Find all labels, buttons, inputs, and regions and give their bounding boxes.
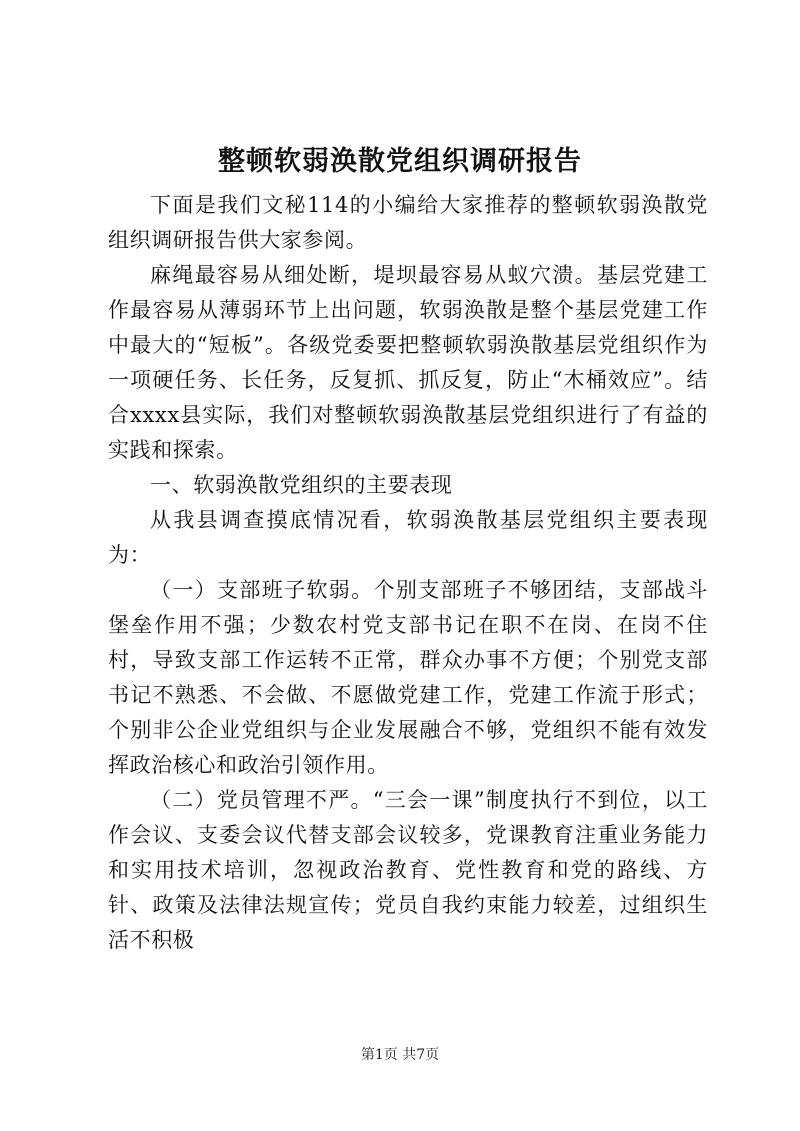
paragraph-point-2: （二）党员管理不严。“三会一课”制度执行不到位，以工作会议、支委会议代替支部会议较多，党课教育注重业务能力和实用技术培训，忽视政治教育、党性教育和党的路线、方针、政策及法律法规宣传；党员自我约束能力较差，过组织生活不积极	[108, 788, 708, 952]
document-title: 整顿软弱涣散党组织调研报告	[218, 146, 582, 177]
paragraph-intro: 下面是我们文秘114的小编给大家推荐的整顿软弱涣散党组织调研报告供大家参阅。	[108, 193, 708, 252]
page-footer: 第1页 共7页	[360, 1047, 440, 1063]
paragraph-point-1: （一）支部班子软弱。个别支部班子不够团结，支部战斗堡垒作用不强；少数农村党支部书记在职不在岗、在岗不住村，导致支部工作运转不正常，群众办事不方便；个别党支部书记不熟悉、不会做、不愿做党建工作，党建工作流于形式；个别非公企业党组织与企业发展融合不够，党组织不能有效发挥政治核心和政治引领作用。	[108, 578, 708, 777]
section-heading: 一、软弱涣散党组织的主要表现	[150, 473, 453, 497]
document-body	[108, 188, 708, 958]
paragraph-survey: 从我县调查摸底情况看，软弱涣散基层党组织主要表现为：	[108, 508, 708, 567]
paragraph-background: 麻绳最容易从细处断，堤坝最容易从蚁穴溃。基层党建工作最容易从薄弱环节上出问题，软弱涣散是整个基层党建工作中最大的“短板”。各级党委要把整顿软弱涣散基层党组织作为一项硬任务、长任务，反复抓、抓反复，防止“木桶效应”。结合xxxx县实际，我们对整顿软弱涣散基层党组织进行了有益的实践和探索。	[108, 263, 708, 462]
